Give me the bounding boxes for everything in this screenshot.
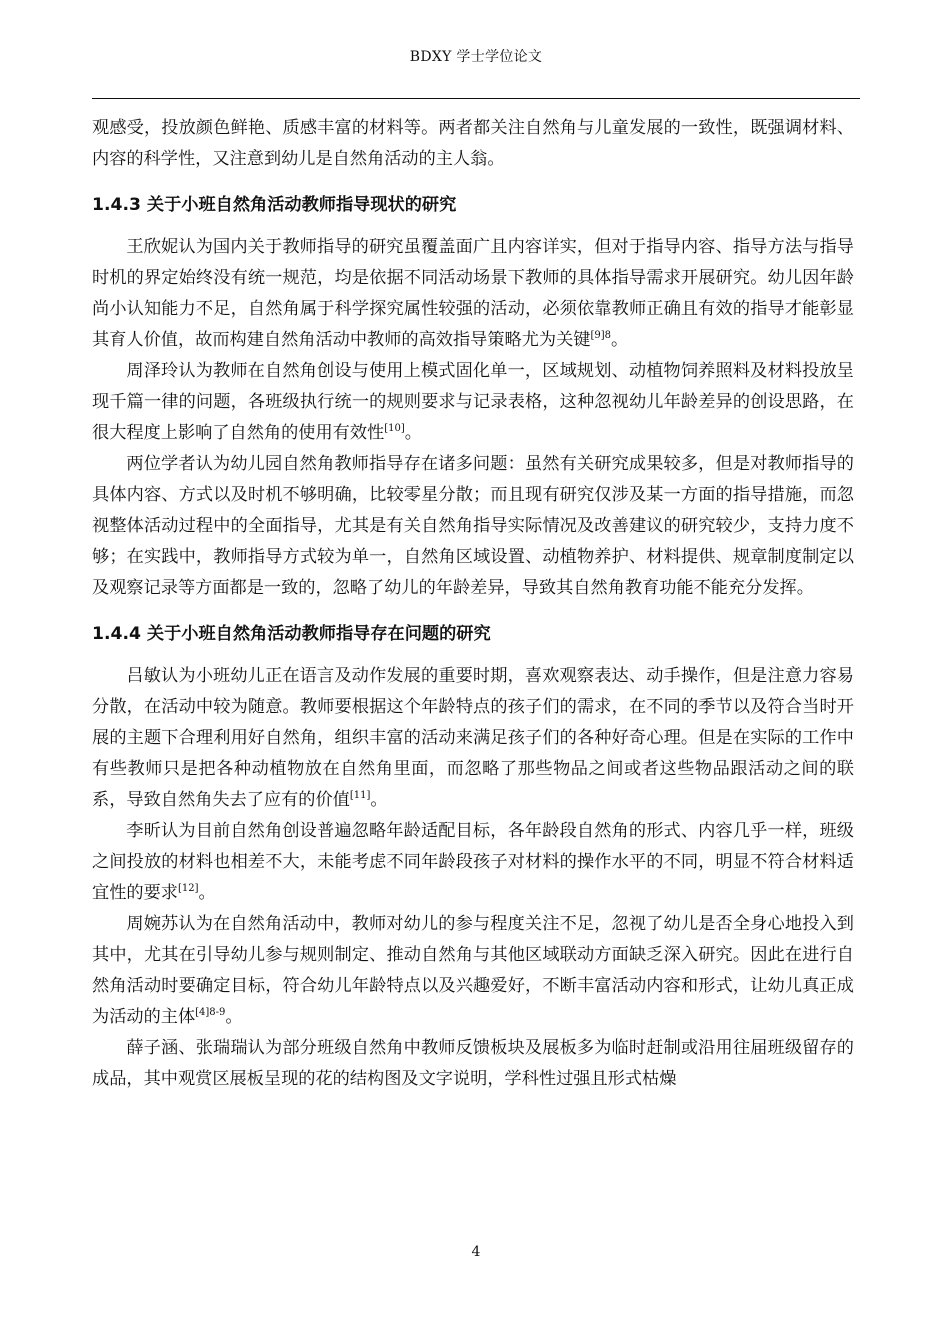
page-number: 4 — [471, 1244, 481, 1260]
citation: [9]8 — [590, 330, 611, 341]
paragraph-text: 李昕认为目前自然角创设普遍忽略年龄适配目标，各年龄段自然角的形式、内容几乎一样，班级之间投放的材料也相差不大，未能考虑不同年龄段孩子对材料的操作水平的不同，明显不符合材料适宜性的要求 — [92, 821, 854, 903]
paragraph-text: 王欣妮认为国内关于教师指导的研究虽覆盖面广且内容详实，但对于指导内容、指导方法与指导时机的界定始终没有统一规范，均是依据不同活动场景下教师的具体指导需求开展研究。幼儿因年龄尚小认知能力不足，自然角属于科学探究属性较强的活动，必须依靠教师正确且有效的指导才能彰显其育人价值，故而构建自然角活动中教师的高效指导策略尤为关键 — [92, 237, 854, 350]
continued-paragraph: 观感受，投放颜色鲜艳、质感丰富的材料等。两者都关注自然角与儿童发展的一致性，既强调材料、内容的科学性，又注意到幼儿是自然角活动的主人翁。 — [92, 118, 854, 169]
paragraph: 薛子涵、张瑞瑞认为部分班级自然角中教师反馈板块及展板多为临时赶制或沿用往届班级留存的成品，其中观赏区展板呈现的花的结构图及文字说明，学科性过强且形式枯燥 — [92, 1038, 854, 1089]
running-header: BDXY 学士学位论文 — [409, 49, 543, 65]
paragraph — [92, 816, 854, 909]
paragraph — [92, 356, 854, 449]
citation: [11] — [349, 790, 371, 801]
paragraph — [92, 232, 854, 356]
citation: [12] — [177, 883, 199, 894]
section-heading-1-4-4: 1.4.4 关于小班自然角活动教师指导存在问题的研究 — [92, 624, 491, 644]
paragraph-text: 吕敏认为小班幼儿正在语言及动作发展的重要时期，喜欢观察表达、动手操作，但是注意力容易分散，在活动中较为随意。教师要根据这个年龄特点的孩子们的需求，在不同的季节以及符合当时开展的主题下合理利用好自然角，组织丰富的活动来满足孩子们的各种好奇心理。但是在实际的工作中有些教师只是把各种动植物放在自然角里面，而忽略了那些物品之间或者这些物品跟活动之间的联系，导致自然角失去了应有的价值 — [92, 666, 854, 810]
paragraph-end: 。 — [610, 330, 629, 350]
body-text — [92, 113, 854, 1095]
paragraph-text: 周婉苏认为在自然角活动中，教师对幼儿的参与程度关注不足，忽视了幼儿是否全身心地投入到其中，尤其在引导幼儿参与规则制定、推动自然角与其他区域联动方面缺乏深入研究。因此在进行自然角活动时要确定目标，符合幼儿年龄特点以及兴趣爱好，不断丰富活动内容和形式，让幼儿真正成为活动的主体 — [92, 914, 854, 1027]
paragraph — [92, 661, 854, 816]
paragraph-end: 。 — [198, 883, 216, 903]
header-rule — [92, 98, 860, 99]
paragraph-end: 。 — [225, 1007, 243, 1027]
section-heading-1-4-3: 1.4.3 关于小班自然角活动教师指导现状的研究 — [92, 195, 457, 215]
citation: [4]8-9 — [195, 1007, 226, 1018]
paragraph-end: 。 — [370, 790, 388, 810]
paragraph: 两位学者认为幼儿园自然角教师指导存在诸多问题：虽然有关研究成果较多，但是对教师指导的具体内容、方式以及时机不够明确，比较零星分散；而且现有研究仅涉及某一方面的指导措施，而忽视整体活动过程中的全面指导，尤其是有关自然角指导实际情况及改善建议的研究较少，支持力度不够；在实践中，教师指导方式较为单一，自然角区域设置、动植物养护、材料提供、规章制度制定以及观察记录等方面都是一致的，忽略了幼儿的年龄差异，导致其自然角教育功能不能充分发挥。 — [92, 454, 854, 598]
paragraph — [92, 909, 854, 1033]
paragraph-end: 。 — [404, 423, 422, 443]
paragraph-text: 周泽玲认为教师在自然角创设与使用上模式固化单一，区域规划、动植物饲养照料及材料投放呈现千篇一律的问题，各班级执行统一的规则要求与记录表格，这种忽视幼儿年龄差异的创设思路，在很大程度上影响了自然角的使用有效性 — [92, 361, 854, 443]
citation: [10] — [384, 423, 405, 434]
